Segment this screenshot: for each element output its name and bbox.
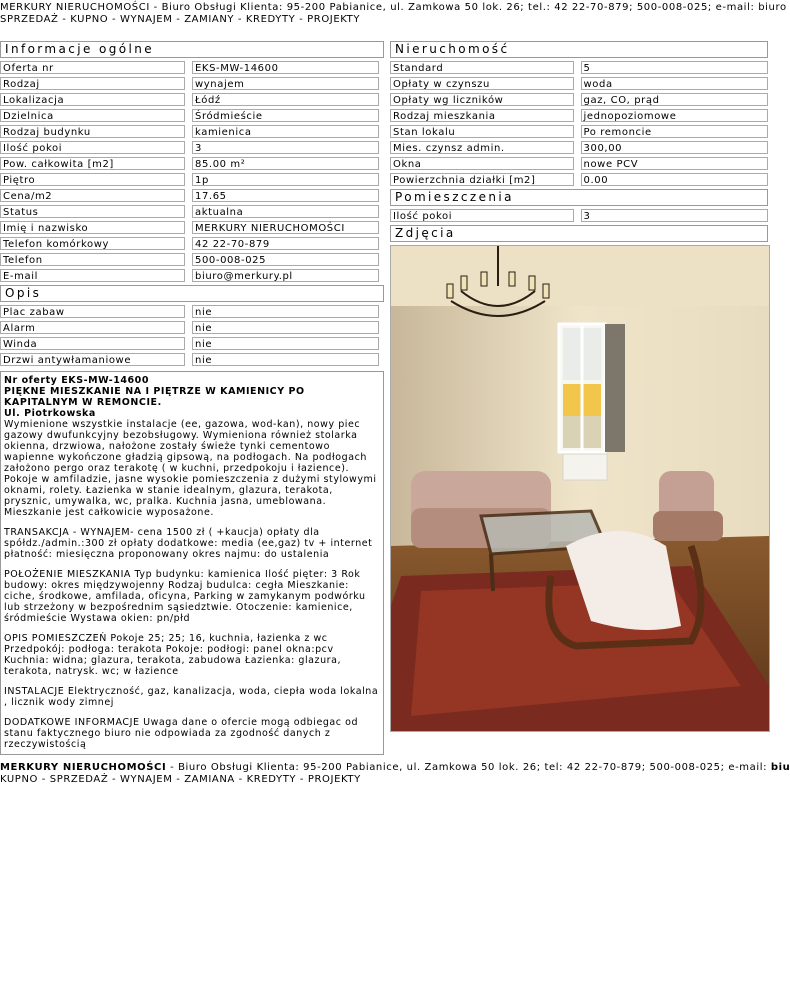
property-table xyxy=(390,61,768,187)
general-info-label: Dzielnica xyxy=(0,109,185,122)
general-info-label: Telefon xyxy=(0,253,185,266)
opis-value: nie xyxy=(192,321,379,334)
general-info-title: Informacje ogólne xyxy=(0,41,384,58)
property-label: Standard xyxy=(390,61,574,74)
general-info-row xyxy=(0,253,384,267)
general-info-row xyxy=(0,77,384,91)
property-row xyxy=(390,109,768,123)
general-info-label: Piętro xyxy=(0,173,185,186)
page-footer xyxy=(0,762,790,786)
property-row xyxy=(390,141,768,155)
general-info-label: Ilość pokoi xyxy=(0,141,185,154)
general-info-label: Status xyxy=(0,205,185,218)
property-title: Nieruchomość xyxy=(390,41,768,58)
opis-row xyxy=(0,305,384,319)
general-info-row xyxy=(0,221,384,235)
general-info-value: biuro@merkury.pl xyxy=(192,269,379,282)
header-line-1: MERKURY NIERUCHOMOŚCI - Biuro Obsługi Klienta: 95-200 Pabianice, ul. Zamkowa 50 lok. 26; tel.: 42 22-70-879; 500-008-025; e-mail: biuro xyxy=(0,2,787,13)
general-info-value: 3 xyxy=(192,141,379,154)
opis-title: Opis xyxy=(0,285,384,302)
property-row xyxy=(390,125,768,139)
property-row xyxy=(390,173,768,187)
general-info-value: 17.65 xyxy=(192,189,379,202)
property-value: Po remoncie xyxy=(581,125,768,138)
right-column xyxy=(390,41,768,732)
opis-value: nie xyxy=(192,337,379,350)
general-info-row xyxy=(0,93,384,107)
property-label: Powierzchnia działki [m2] xyxy=(390,173,574,186)
page-header xyxy=(0,2,787,26)
rooms-table xyxy=(390,209,768,223)
footer-contact: - Biuro Obsługi Klienta: 95-200 Pabianice, ul. Zamkowa 50 lok. 26; tel: 42 22-70-879; 500-008-025; e-mail: xyxy=(166,762,771,773)
general-info-row xyxy=(0,109,384,123)
general-info-row xyxy=(0,189,384,203)
property-label: Opłaty wg liczników xyxy=(390,93,574,106)
general-info-label: Telefon komórkowy xyxy=(0,237,185,250)
general-info-value: MERKURY NIERUCHOMOŚCI xyxy=(192,221,379,234)
property-value: 300,00 xyxy=(581,141,768,154)
offer-headline: PIĘKNE MIESZKANIE NA I PIĘTRZE W KAMIENICY PO KAPITALNYM W REMONCIE. xyxy=(4,386,305,408)
description-paragraph-5: INSTALACJE Elektryczność, gaz, kanalizacja, woda, ciepła woda lokalna , licznik wody zimnej xyxy=(4,686,379,708)
property-value: jednopoziomowe xyxy=(581,109,768,122)
rooms-value: 3 xyxy=(581,209,768,222)
property-row xyxy=(390,157,768,171)
footer-line-1 xyxy=(0,762,790,774)
offer-number-heading: Nr oferty EKS-MW-14600 xyxy=(4,375,150,386)
living-room-photo-illustration xyxy=(391,246,769,731)
general-info-row xyxy=(0,269,384,283)
general-info-label: Pow. całkowita [m2] xyxy=(0,157,185,170)
description-paragraph-4: OPIS POMIESZCZEŃ Pokoje 25; 25; 16, kuchnia, łazienka z wc Przedpokój: podłoga: terakota Pokoje: podłogi: panel okna:pcv Kuchnia: widna; glazura, terakota, zabudowa Łazienka: glazura, terakota, natrysk. wc; w łazience xyxy=(4,633,342,677)
property-label: Mies. czynsz admin. xyxy=(390,141,574,154)
general-info-table xyxy=(0,61,384,283)
general-info-label: Cena/m2 xyxy=(0,189,185,202)
property-value: 5 xyxy=(581,61,768,74)
general-info-row xyxy=(0,237,384,251)
property-value: nowe PCV xyxy=(581,157,768,170)
property-label: Rodzaj mieszkania xyxy=(390,109,574,122)
photos-title: Zdjęcia xyxy=(390,225,768,242)
property-label: Stan lokalu xyxy=(390,125,574,138)
opis-value: nie xyxy=(192,353,379,366)
general-info-label: E-mail xyxy=(0,269,185,282)
opis-label: Plac zabaw xyxy=(0,305,185,318)
opis-row xyxy=(0,321,384,335)
opis-label: Drzwi antywłamaniowe xyxy=(0,353,185,366)
opis-row xyxy=(0,337,384,351)
general-info-label: Rodzaj xyxy=(0,77,185,90)
opis-label: Alarm xyxy=(0,321,185,334)
general-info-row xyxy=(0,125,384,139)
property-row xyxy=(390,61,768,75)
property-label: Okna xyxy=(390,157,574,170)
description-box xyxy=(0,371,384,755)
description-paragraph-3: POŁOŻENIE MIESZKANIA Typ budynku: kamienica Ilość pięter: 3 Rok budowy: okres międzywojenny Rodzaj budulca: cegła Mieszkanie: ciche, środkowe, amfilada, oficyna, Parking w zamykanym podwórku lub strzeżony w bezpośrednim sąsiedztwie. Otoczenie: kamienice, śródmieście Wystawa okien: pn/płd xyxy=(4,569,366,624)
opis-table xyxy=(0,305,384,367)
general-info-row xyxy=(0,157,384,171)
description-paragraph-6: DODATKOWE INFORMACJE Uwaga dane o ofercie mogą odbiegac od stanu faktycznego biuro nie odpowiada za zgodność danych z rzeczywistością xyxy=(4,717,359,750)
general-info-value: 1p xyxy=(192,173,379,186)
general-info-row xyxy=(0,141,384,155)
general-info-value: Śródmieście xyxy=(192,109,379,122)
opis-label: Winda xyxy=(0,337,185,350)
property-value: gaz, CO, prąd xyxy=(581,93,768,106)
opis-value: nie xyxy=(192,305,379,318)
general-info-value: EKS-MW-14600 xyxy=(192,61,379,74)
general-info-value: wynajem xyxy=(192,77,379,90)
rooms-label: Ilość pokoi xyxy=(390,209,574,222)
general-info-value: Łódź xyxy=(192,93,379,106)
general-info-row xyxy=(0,205,384,219)
rooms-row xyxy=(390,209,768,223)
general-info-row xyxy=(0,173,384,187)
property-value: woda xyxy=(581,77,768,90)
description-paragraph-1: Wymienione wszystkie instalacje (ee, gazowa, wod-kan), nowy piec gazowy dwufunkcyjny bezobsługowy. Wymieniona również stolarka okienna, drzwiowa, nałożone zostały świeże tynki cementowo wapienne wykończone gładzią gipsową, na podłogach. Na podłogach założono pergo oraz terakotę ( w kuchni, przedpokoju i łazience). Pokoje w amfiladzie, jasne wysokie pomieszczenia z dużymi stylowymi oknami, rolety. Łazienka w stanie idealnym, glazura, terakota, prysznic, umywalka, wc, pralka. Kuchnia jasna, umeblowana. Mieszkanie jest całkowicie wyposażone. xyxy=(4,419,377,518)
offer-street: Ul. Piotrkowska xyxy=(4,408,96,419)
general-info-row xyxy=(0,61,384,75)
general-info-value: 500-008-025 xyxy=(192,253,379,266)
general-info-label: Imię i nazwisko xyxy=(0,221,185,234)
property-label: Opłaty w czynszu xyxy=(390,77,574,90)
footer-brand: MERKURY NIERUCHOMOŚCI xyxy=(0,762,167,773)
general-info-label: Oferta nr xyxy=(0,61,185,74)
description-paragraph-2: TRANSAKCJA - WYNAJEM- cena 1500 zł ( +kaucja) opłaty dla spółdz./admin.:300 zł opłaty dodatkowe: media (ee,gaz) tv + internet płatność: miesięczna proponowany okres najmu: do ustalenia xyxy=(4,527,373,560)
rooms-title: Pomieszczenia xyxy=(390,189,768,206)
property-value: 0.00 xyxy=(581,173,768,186)
general-info-label: Rodzaj budynku xyxy=(0,125,185,138)
header-line-2: SPRZEDAŻ - KUPNO - WYNAJEM - ZAMIANY - KREDYTY - PROJEKTY xyxy=(0,14,361,25)
property-row xyxy=(390,77,768,91)
general-info-value: aktualna xyxy=(192,205,379,218)
property-row xyxy=(390,93,768,107)
general-info-value: kamienica xyxy=(192,125,379,138)
footer-email-start: biu xyxy=(770,762,790,773)
apartment-photo[interactable] xyxy=(390,245,770,732)
opis-row xyxy=(0,353,384,367)
general-info-value: 85.00 m² xyxy=(192,157,379,170)
general-info-value: 42 22-70-879 xyxy=(192,237,379,250)
general-info-label: Lokalizacja xyxy=(0,93,185,106)
left-column xyxy=(0,41,384,755)
footer-line-2: KUPNO - SPRZEDAŻ - WYNAJEM - ZAMIANA - KREDYTY - PROJEKTY xyxy=(0,774,361,785)
